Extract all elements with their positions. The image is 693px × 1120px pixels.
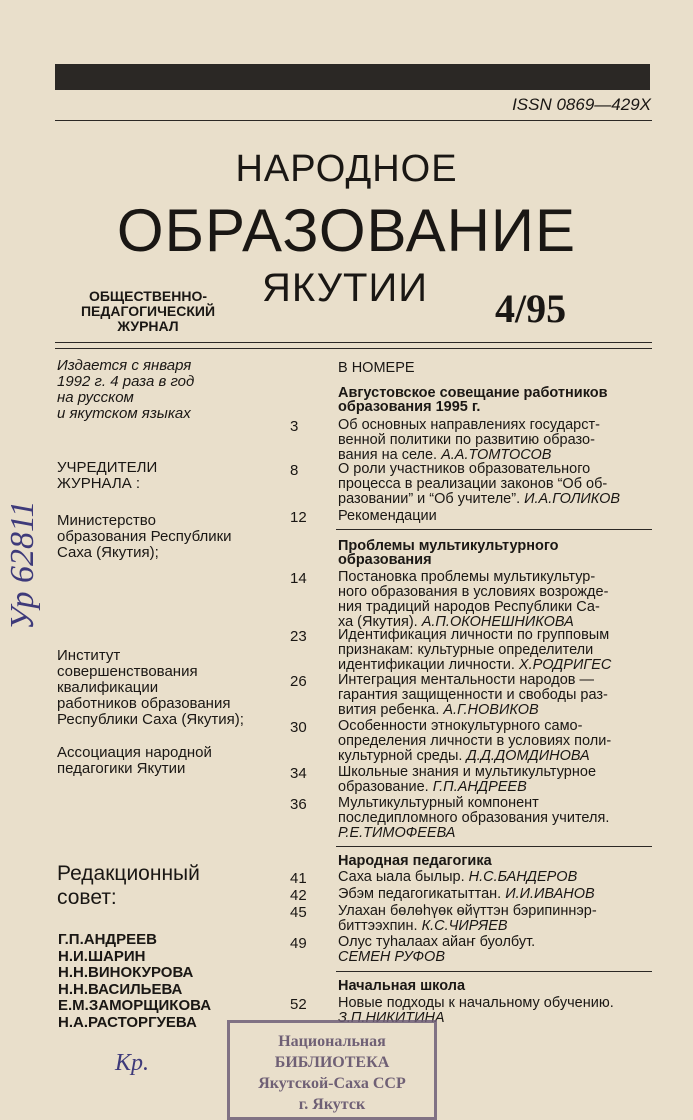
toc-entry[interactable]: Мультикультурный компонент последипломного образования учителя. Р.Е.ТИМОФЕЕВА: [338, 795, 610, 841]
author: Д.Д.ДОМДИНОВА: [466, 748, 590, 764]
rule-1: [55, 342, 652, 343]
author: Г.П.АНДРЕЕВ: [432, 779, 527, 795]
toc-entry[interactable]: Олус туһалаах айаҥ буолбут. СЕМЕН РУФОВ: [338, 934, 536, 965]
page-num: 41: [290, 870, 307, 887]
page-num: 49: [290, 935, 307, 952]
page-num: 42: [290, 887, 307, 904]
issue-number: 4/95: [495, 286, 567, 331]
author: К.С.ЧИРЯЕВ: [421, 918, 508, 934]
page-num: 23: [290, 628, 307, 645]
page-num: 36: [290, 796, 307, 813]
page-num: 52: [290, 996, 307, 1013]
founder-1: Министерство образования Республики Саха (Якутия);: [57, 512, 232, 561]
toc-entry[interactable]: Об основных направлениях государст- венной политики по развитию образо- вания на селе. А.А.ТОМТОСОВ: [338, 417, 600, 463]
author: Р.Е.ТИМОФЕЕВА: [338, 825, 456, 841]
handwritten-mark: Кр.: [115, 1050, 149, 1076]
section-rule: [336, 846, 652, 847]
library-stamp: Национальная БИБЛИОТЕКА Якутской-Саха ССР г. Якутск: [227, 1020, 437, 1120]
founder-3: Ассоциация народной педагогики Якутии: [57, 744, 212, 777]
top-bar: [55, 64, 650, 90]
section-rule: [336, 971, 652, 972]
toc-entry[interactable]: О роли участников образовательного процесса в реализации законов “Об об- разовании” и “Об учителе”. И.А.ГОЛИКОВ: [338, 461, 621, 507]
page-num: 34: [290, 765, 307, 782]
section-1-title: Августовское совещание работников образования 1995 г.: [338, 385, 608, 415]
contents-heading: В НОМЕРЕ: [338, 360, 415, 376]
toc-entry[interactable]: Интеграция ментальности народов — гарантия защищенности и свободы раз- вития ребенка. А.Г.НОВИКОВ: [338, 672, 608, 718]
section-4-title: Начальная школа: [338, 978, 466, 994]
author: Н.С.БАНДЕРОВ: [468, 869, 578, 885]
title-line2: ОБРАЗОВАНИЕ: [116, 197, 577, 264]
toc-entry[interactable]: Школьные знания и мультикультурное образование. Г.П.АНДРЕЕВ: [338, 764, 597, 795]
founders-title: УЧРЕДИТЕЛИ ЖУРНАЛА :: [57, 459, 158, 492]
issn: ISSN 0869—429X: [512, 95, 651, 114]
page-num: 3: [290, 418, 299, 435]
toc-entry[interactable]: Улахан бөлөһүөк өйүттэн бэрипиннэр- биттээхпин. К.С.ЧИРЯЕВ: [338, 903, 597, 934]
page-num: 45: [290, 904, 307, 921]
toc-entry[interactable]: Особенности этнокультурного само- определения личности в условиях поли- культурной среды. Д.Д.ДОМДИНОВА: [338, 718, 612, 764]
toc-entry[interactable]: Новые подходы к начальному обучению. З.П.НИКИТИНА: [338, 995, 614, 1026]
rule-top: [55, 120, 652, 121]
author: И.А.ГОЛИКОВ: [524, 491, 621, 507]
rule-2: [55, 348, 652, 349]
author: Х.РОДРИГЕС: [518, 657, 612, 673]
page-num: 26: [290, 673, 307, 690]
toc-entry[interactable]: Саха ыала былыр. Н.С.БАНДЕРОВ: [338, 869, 578, 885]
title-line3: ЯКУТИИ: [262, 266, 428, 310]
handwritten-inventory-number: Ур 62811: [4, 500, 41, 630]
author: З.П.НИКИТИНА: [338, 1010, 445, 1026]
board-title: Редакционный совет:: [57, 862, 200, 909]
toc-entry[interactable]: Эбэм педагогикатыттан. И.И.ИВАНОВ: [338, 886, 595, 902]
toc-entry[interactable]: Идентификация личности по групповым признакам: культурные определители идентификации личности. Х.РОДРИГЕС: [338, 627, 612, 673]
toc-entry[interactable]: Рекомендации: [338, 508, 437, 524]
founder-2: Институт совершенствования квалификации работников образования Республики Саха (Якутия);: [57, 647, 244, 728]
subtitle: ОБЩЕСТВЕННО- ПЕДАГОГИЧЕСКИЙ ЖУРНАЛ: [80, 288, 216, 334]
author: И.И.ИВАНОВ: [505, 886, 595, 902]
page-num: 12: [290, 509, 307, 526]
page-num: 14: [290, 570, 307, 587]
author: А.Г.НОВИКОВ: [443, 702, 539, 718]
page-num: 8: [290, 462, 299, 479]
section-2-title: Проблемы мультикультурного образования: [338, 538, 559, 568]
section-3-title: Народная педагогика: [338, 853, 492, 869]
author: А.А.ТОМТОСОВ: [441, 447, 552, 463]
author: А.П.ОКОНЕШНИКОВА: [421, 614, 574, 630]
toc-entry[interactable]: Постановка проблемы мультикультур- ного образования в условиях возрожде- ния традиций народов Республики Са- ха (Якутия). А.П.ОКОНЕШНИКОВА: [338, 569, 609, 630]
page-num: 30: [290, 719, 307, 736]
title-line1: НАРОДНОЕ: [235, 148, 458, 190]
board-list: Г.П.АНДРЕЕВ Н.И.ШАРИН Н.Н.ВИНОКУРОВА Н.Н.ВАСИЛЬЕВА Е.М.ЗАМОРЩИКОВА Н.А.РАСТОРГУЕВА: [58, 931, 212, 1031]
section-rule: [336, 529, 652, 530]
author: СЕМЕН РУФОВ: [338, 949, 445, 965]
published-info: Издается с января 1992 г. 4 раза в год на русском и якутском языках: [57, 357, 195, 422]
